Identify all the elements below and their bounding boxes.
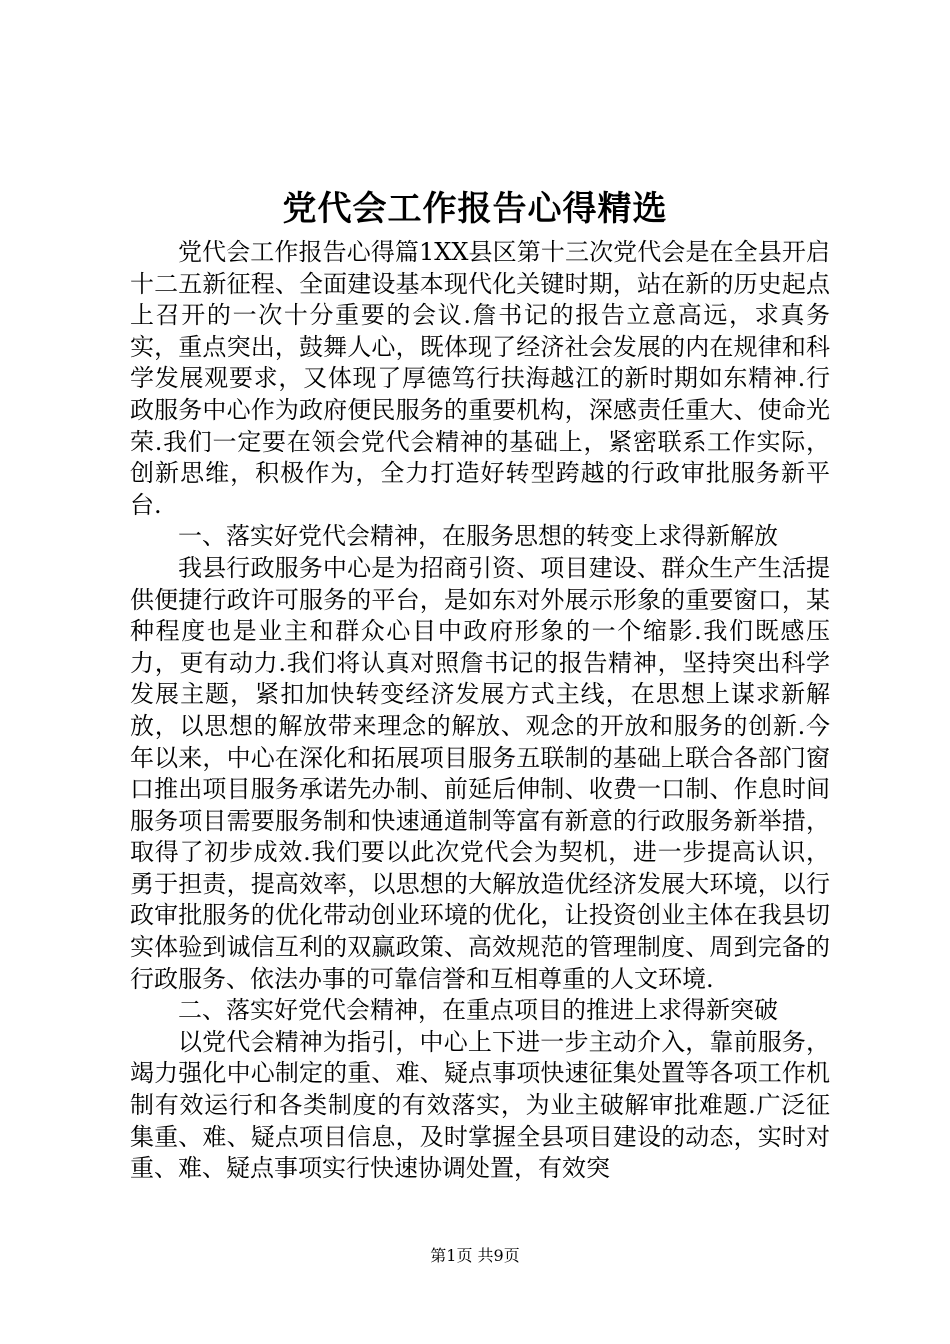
page-footer: 第1页 共9页 — [430, 1246, 520, 1265]
paragraph-section-1: 我县行政服务中心是为招商引资、项目建设、群众生产生活提供便捷行政许可服务的平台，是如东对外展示形象的重要窗口，某种程度也是业主和群众心目中政府形象的一个缩影.我们既感压力，更有动力.我们将认真对照詹书记的报告精神，坚持突出科学发展主题，紧扣加快转变经济发展方式主线，在思想上谋求新解放，以思想的解放带来理念的解放、观念的开放和服务的创新.今年以来，中心在深化和拓展项目服务五联制的基础上联合各部门窗口推出项目服务承诺先办制、前延后伸制、收费一口制、作息时间服务项目需要服务制和快速通道制等富有新意的行政服务新举措，取得了初步成效.我们要以此次党代会为契机，进一步提高认识，勇于担责，提高效率，以思想的大解放造优经济发展大环境，以行政审批服务的优化带动创业环境的优化，让投资创业主体在我县切实体验到诚信互利的双赢政策、高效规范的管理制度、周到完备的行政服务、依法办事的可靠信誉和互相尊重的人文环境. — [130, 553, 830, 993]
paragraph-section-2: 以党代会精神为指引，中心上下进一步主动介入，靠前服务，竭力强化中心制定的重、难、疑点事项快速征集处置等各项工作机制有效运行和各类制度的有效落实，为业主破解审批难题.广泛征集重、难、疑点项目信息，及时掌握全县项目建设的动态，实时对重、难、疑点事项实行快速协调处置，有效突 — [130, 1027, 830, 1183]
paragraph-intro: 党代会工作报告心得篇1XX县区第十三次党代会是在全县开启十二五新征程、全面建设基本现代化关键时期，站在新的历史起点上召开的一次十分重要的会议.詹书记的报告立意高远，求真务实，重点突出，鼓舞人心，既体现了经济社会发展的内在规律和科学发展观要求，又体现了厚德笃行扶海越江的新时期如东精神.行政服务中心作为政府便民服务的重要机构，深感责任重大、使命光荣.我们一定要在领会党代会精神的基础上，紧密联系工作实际，创新思维，积极作为，全力打造好转型跨越的行政审批服务新平台. — [130, 238, 830, 519]
document-title: 党代会工作报告心得精选 — [282, 189, 668, 229]
document-body — [130, 237, 830, 1185]
section-heading-1: 一、落实好党代会精神，在服务思想的转变上求得新解放 — [178, 522, 778, 551]
section-heading-2: 二、落实好党代会精神，在重点项目的推进上求得新突破 — [178, 996, 778, 1025]
